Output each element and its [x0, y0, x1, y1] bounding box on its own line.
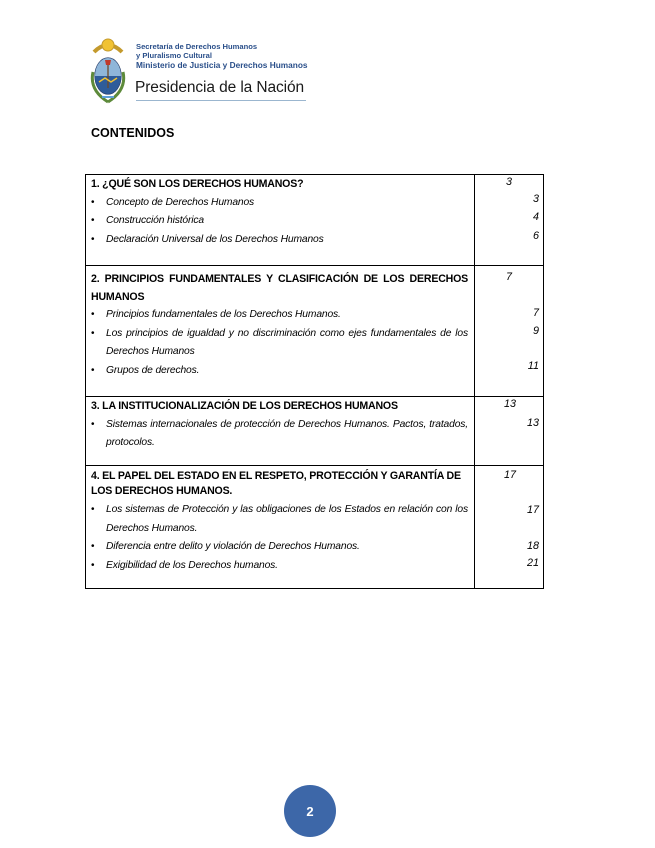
org-line-1: Secretaría de Derechos Humanos	[136, 42, 258, 51]
table-of-contents	[85, 174, 544, 589]
toc-item-text: Sistemas internacionales de protección de Derechos Humanos. Pactos, tratados, protocolos.	[106, 418, 468, 448]
toc-item	[91, 416, 468, 453]
toc-item	[91, 501, 468, 538]
coat-of-arms-icon	[88, 36, 128, 104]
toc-section-1	[86, 175, 544, 266]
section-page-number: 13	[504, 398, 517, 410]
toc-item-text: Exigibilidad de los Derechos humanos.	[106, 559, 278, 571]
bullet-icon: •	[91, 504, 95, 515]
toc-item	[91, 306, 468, 325]
bullet-icon: •	[91, 418, 95, 430]
section-heading: 4. EL PAPEL DEL ESTADO EN EL RESPETO, PROTECCIÓN Y GARANTÍA DE LOS DERECHOS HUMANOS.	[91, 470, 461, 497]
toc-item	[91, 362, 468, 381]
toc-section-3	[86, 397, 544, 466]
bullet-icon: •	[91, 327, 95, 339]
toc-item	[91, 538, 468, 557]
org-line-2: y Pluralismo Cultural	[136, 50, 212, 60]
organization-name	[136, 43, 308, 70]
item-page-number: 4	[532, 211, 539, 223]
toc-item-text: Principios fundamentales de los Derechos Humanos.	[106, 309, 341, 320]
section-heading: 1. ¿QUÉ SON LOS DERECHOS HUMANOS?	[91, 178, 304, 190]
bullet-icon: •	[91, 364, 95, 376]
presidencia-label: Presidencia de la Nación	[135, 79, 305, 96]
item-page-number: 18	[526, 540, 539, 552]
page-number-badge: 2	[284, 785, 336, 837]
section-page-number: 3	[506, 176, 513, 188]
toc-item	[91, 212, 468, 231]
toc-item-text: Construcción histórica	[106, 215, 204, 226]
item-page-number: 21	[526, 557, 539, 569]
header-rule	[136, 100, 306, 101]
section-page-number: 17	[504, 469, 517, 481]
toc-section-4	[86, 466, 544, 589]
toc-item	[91, 231, 468, 250]
item-page-number: 6	[532, 230, 539, 242]
item-page-number: 13	[526, 417, 539, 429]
toc-item-text: Grupos de derechos.	[106, 364, 200, 376]
toc-item-text: Los sistemas de Protección y las obligaciones de los Estados en relación con los Derechos Humanos.	[106, 504, 468, 534]
item-page-number: 9	[532, 325, 539, 337]
page-title: CONTENIDOS	[91, 126, 175, 140]
section-heading: 3. LA INSTITUCIONALIZACIÓN DE LOS DERECHOS HUMANOS	[91, 400, 398, 412]
section-page-number: 7	[506, 271, 513, 283]
org-line-3: Ministerio de Justicia y Derechos Humanos	[136, 60, 308, 71]
toc-item	[91, 325, 468, 362]
item-page-number: 17	[526, 504, 539, 516]
bullet-icon: •	[91, 233, 95, 245]
toc-item	[91, 194, 468, 213]
toc-item-text: Los principios de igualdad y no discriminación como ejes fundamentales de los Derechos Humanos	[106, 327, 468, 357]
toc-item	[91, 557, 468, 576]
page-header	[88, 36, 313, 106]
bullet-icon: •	[91, 541, 95, 552]
toc-item-text: Declaración Universal de los Derechos Humanos	[106, 233, 324, 245]
bullet-icon: •	[91, 196, 95, 208]
item-page-number: 3	[532, 193, 539, 205]
toc-section-2	[86, 266, 544, 397]
section-heading: 2. PRINCIPIOS FUNDAMENTALES Y CLASIFICACIÓN DE LOS DERECHOS HUMANOS	[91, 273, 468, 303]
bullet-icon: •	[91, 309, 95, 320]
item-page-number: 7	[532, 307, 539, 319]
bullet-icon: •	[91, 559, 95, 571]
toc-item-text: Concepto de Derechos Humanos	[106, 196, 255, 208]
item-page-number: 11	[527, 360, 539, 372]
toc-item-text: Diferencia entre delito y violación de Derechos Humanos.	[106, 541, 360, 552]
bullet-icon: •	[91, 215, 95, 226]
